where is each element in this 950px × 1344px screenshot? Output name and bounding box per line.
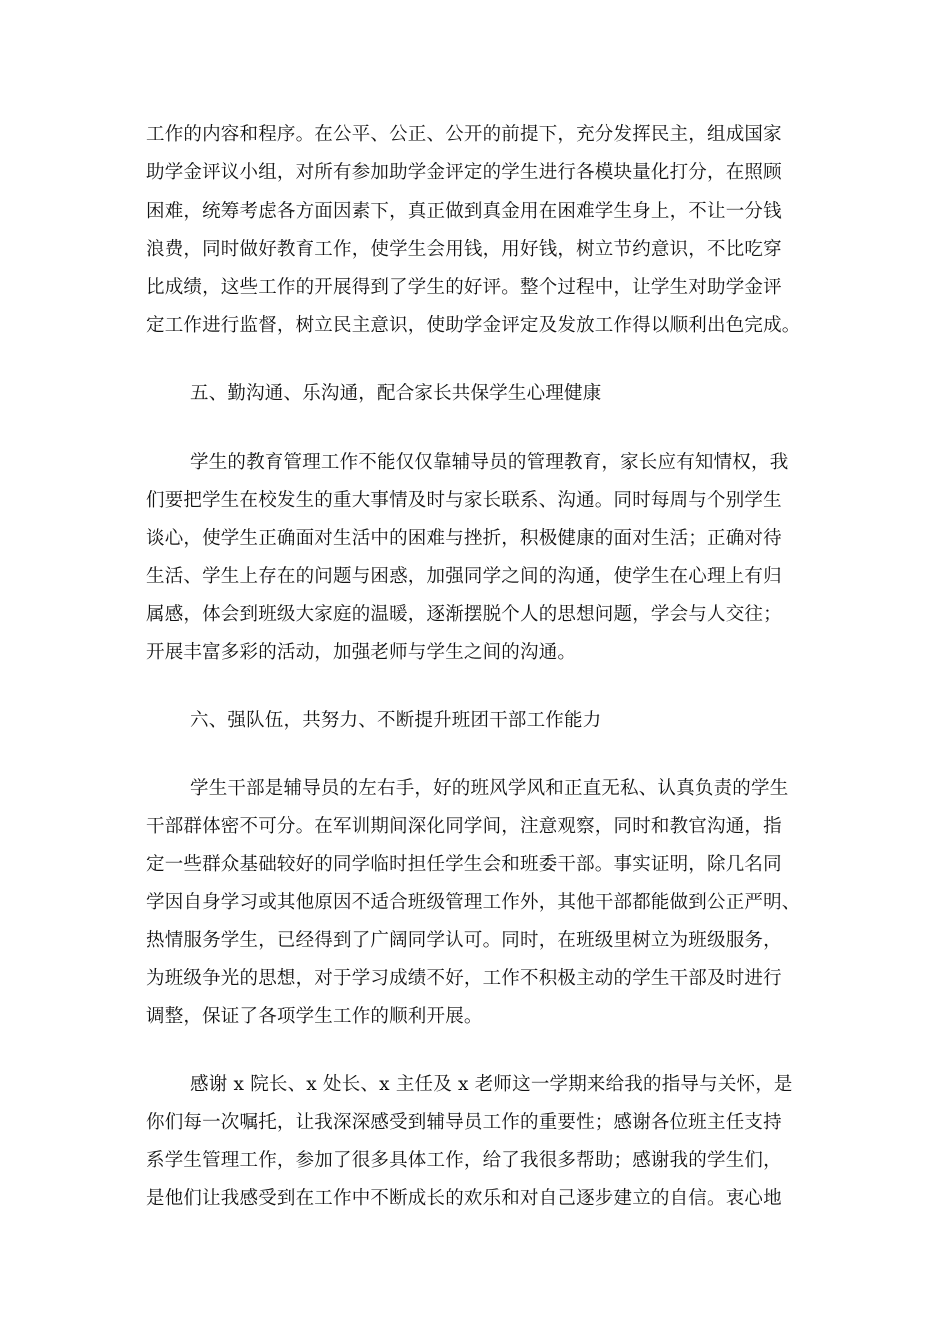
section-heading-5: 五、勤沟通、乐沟通，配合家长共保学生心理健康: [190, 383, 602, 404]
para3-line-3: 定一些群众基础较好的同学临时担任学生会和班委干部。事实证明，除几名同: [146, 854, 782, 875]
para4-line-2: 你们每一次嘱托，让我深深感受到辅导员工作的重要性；感谢各位班主任支持: [146, 1112, 782, 1133]
para1-line-3: 困难，统筹考虑各方面因素下，真正做到真金用在困难学生身上，不让一分钱: [146, 201, 782, 222]
para1-line-4: 浪费，同时做好教育工作，使学生会用钱，用好钱，树立节约意识，不比吃穿: [146, 239, 782, 260]
para2-line-6: 开展丰富多彩的活动，加强老师与学生之间的沟通。: [146, 642, 577, 663]
para4-line-4: 是他们让我感受到在工作中不断成长的欢乐和对自己逐步建立的自信。衷心地: [146, 1188, 782, 1209]
para2-line-2: 们要把学生在校发生的重大事情及时与家长联系、沟通。同时每周与个别学生: [146, 490, 782, 511]
para3-line-1: 学生干部是辅导员的左右手，好的班风学风和正直无私、认真负责的学生: [190, 778, 789, 799]
section-heading-6: 六、强队伍，共努力、不断提升班团干部工作能力: [190, 710, 602, 731]
para2-line-4: 生活、学生上存在的问题与困惑，加强同学之间的沟通，使学生在心理上有归: [146, 566, 782, 587]
para3-line-7: 调整，保证了各项学生工作的顺利开展。: [146, 1006, 483, 1027]
para1-line-6: 定工作进行监督，树立民主意识，使助学金评定及发放工作得以顺利出色完成。: [146, 315, 801, 336]
para3-line-6: 为班级争光的思想，对于学习成绩不好，工作不积极主动的学生干部及时进行: [146, 968, 782, 989]
para2-line-1: 学生的教育管理工作不能仅仅靠辅导员的管理教育，家长应有知情权，我: [190, 452, 789, 473]
para4-line-3: 系学生管理工作，参加了很多具体工作，给了我很多帮助；感谢我的学生们，: [146, 1150, 782, 1171]
para2-line-3: 谈心，使学生正确面对生活中的困难与挫折，积极健康的面对生活；正确对待: [146, 528, 782, 549]
para1-line-2: 助学金评议小组，对所有参加助学金评定的学生进行各模块量化打分，在照顾: [146, 162, 782, 183]
para2-line-5: 属感，体会到班级大家庭的温暖，逐渐摆脱个人的思想问题，学会与人交往；: [146, 604, 782, 625]
para4-line-1: 感谢 x 院长、x 处长、x 主任及 x 老师这一学期来给我的指导与关怀，是: [190, 1074, 793, 1095]
para3-line-5: 热情服务学生，已经得到了广阔同学认可。同时，在班级里树立为班级服务，: [146, 930, 782, 951]
para3-line-2: 干部群体密不可分。在军训期间深化同学间，注意观察，同时和教官沟通，指: [146, 816, 782, 837]
para1-line-5: 比成绩，这些工作的开展得到了学生的好评。整个过程中，让学生对助学金评: [146, 277, 782, 298]
para3-line-4: 学因自身学习或其他原因不适合班级管理工作外，其他干部都能做到公正严明、: [146, 892, 801, 913]
para1-line-1: 工作的内容和程序。在公平、公正、公开的前提下，充分发挥民主，组成国家: [146, 124, 782, 145]
